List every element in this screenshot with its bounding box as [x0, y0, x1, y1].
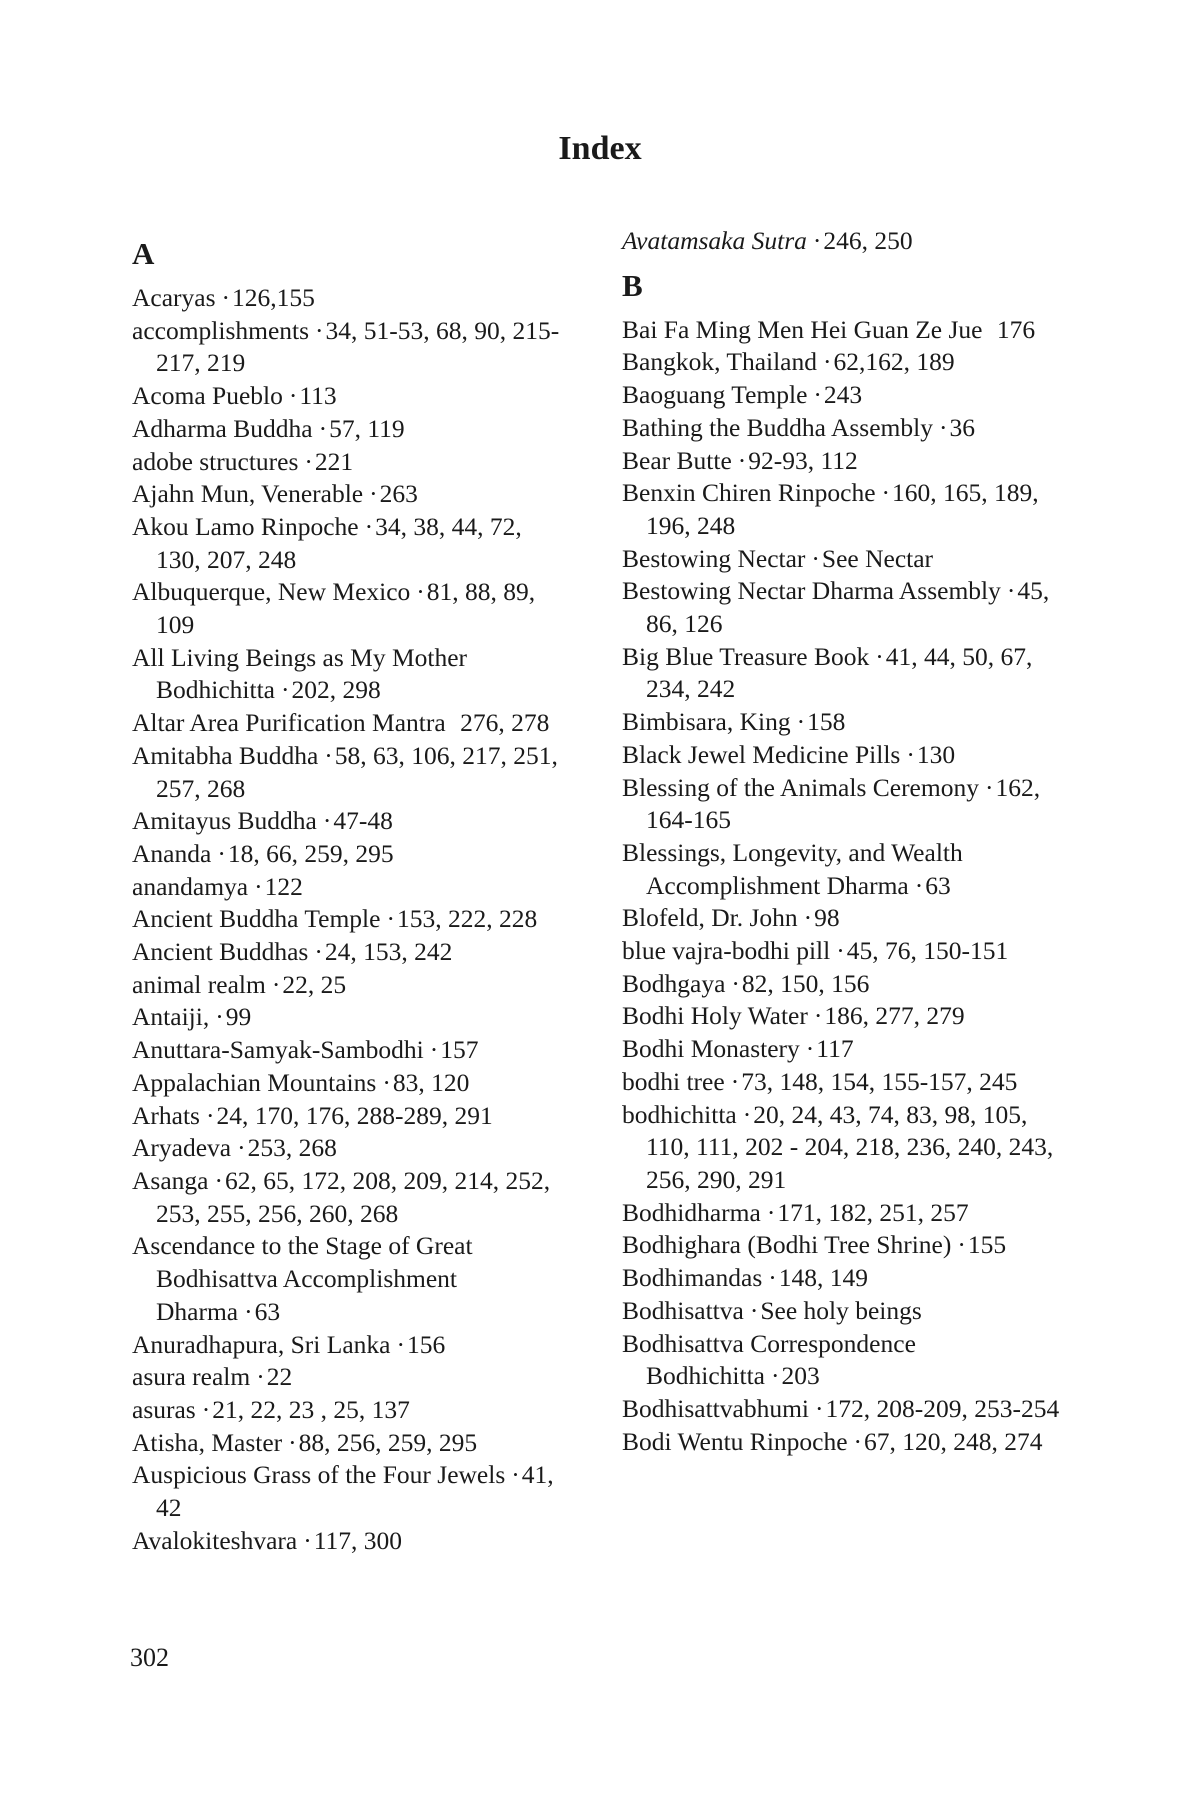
entry-pages: 253, 268 — [247, 1133, 337, 1163]
entry-pages: 41, 42 — [156, 1460, 554, 1523]
entry-term: Bathing the Buddha Assembly — [622, 412, 933, 442]
entry-term: Amitayus Buddha — [132, 806, 317, 836]
index-entry — [622, 1066, 1062, 1099]
entry-term: Bestowing Nectar Dharma Assembly — [622, 576, 1001, 606]
entry-separator: · — [396, 1329, 405, 1359]
entry-separator: · — [280, 675, 290, 705]
entry-term: Bangkok, Thailand — [622, 347, 817, 377]
index-entry — [132, 1067, 572, 1100]
entry-pages: 34, 51-53, 68, 90, 215-217, 219 — [156, 315, 560, 378]
entry-separator: · — [315, 315, 324, 345]
entry-separator: · — [318, 413, 328, 443]
entry-separator: · — [811, 543, 820, 573]
entry-pages: 62, 65, 172, 208, 209, 214, 252, 253, 255, 256, 260, 268 — [156, 1165, 551, 1228]
entry-separator: · — [215, 1002, 224, 1032]
index-entry — [622, 477, 1062, 542]
index-entry — [622, 1295, 1062, 1328]
entry-term: Anuttara-Samyak-Sambodhi — [132, 1035, 424, 1065]
entry-term: animal realm — [132, 969, 266, 999]
entry-term: Asanga — [132, 1165, 209, 1195]
entry-list-a — [132, 282, 572, 1557]
entry-term: Atisha, Master — [132, 1427, 283, 1457]
entry-separator: · — [803, 903, 813, 933]
index-entry — [132, 446, 572, 479]
entry-pages: 157 — [440, 1035, 479, 1065]
index-entry — [622, 1197, 1062, 1230]
entry-pages: 45, 76, 150-151 — [846, 936, 1009, 966]
entry-list-b — [622, 314, 1062, 1459]
entry-pages: 98 — [814, 903, 840, 933]
entry-term: Avatamsaka Sutra — [622, 226, 807, 255]
entry-term: Amitabha Buddha — [132, 740, 319, 770]
entry-term: Auspicious Grass of the Four Jewels — [132, 1460, 506, 1490]
entry-pages: 18, 66, 259, 295 — [227, 838, 394, 868]
entry-term: Bodhidharma — [622, 1197, 761, 1227]
entry-term: Akou Lamo Rinpoche — [132, 511, 359, 541]
entry-pages: 176 — [996, 314, 1036, 344]
entry-term: Benxin Chiren Rinpoche — [622, 478, 876, 508]
entry-pages: 62,162, 189 — [833, 347, 955, 377]
index-column-left — [132, 228, 572, 1557]
entry-term: Bodhgaya — [622, 968, 726, 998]
entry-term: Bear Butte — [622, 445, 732, 475]
index-entry — [132, 871, 572, 904]
entry-pages: 160, 165, 189, 196, 248 — [646, 478, 1039, 540]
entry-term: Blessing of the Animals Ceremony — [622, 772, 979, 802]
index-entry — [132, 380, 572, 413]
entry-term: Appalachian Mountains — [132, 1067, 377, 1097]
entry-separator — [988, 315, 994, 344]
entry-pages: 246, 250 — [823, 226, 913, 255]
entry-term: Ajahn Mun, Venerable — [132, 479, 364, 509]
entry-pages: 73, 148, 154, 155-157, 245 — [741, 1066, 1018, 1096]
entry-pages: 83, 120 — [392, 1067, 470, 1097]
entry-term: Ancient Buddha Temple — [132, 904, 381, 934]
entry-pages: 117, 300 — [313, 1525, 403, 1555]
entry-separator: · — [221, 283, 231, 312]
entry-separator — [452, 708, 458, 737]
index-entry — [132, 478, 572, 511]
index-entry — [132, 315, 572, 380]
entry-pages: 47-48 — [333, 806, 393, 836]
entry-pages: 21, 22, 23 , 25, 137 — [212, 1394, 410, 1424]
entry-separator: · — [288, 1427, 297, 1457]
index-entry — [132, 1165, 572, 1230]
index-entry — [622, 1393, 1062, 1426]
entry-term: Albuquerque, New Mexico — [132, 577, 411, 607]
entry-pages: 67, 120, 248, 274 — [864, 1426, 1043, 1456]
entry-pages: 82, 150, 156 — [741, 968, 870, 998]
entry-term: Bodhisattva Correspondence Bodhichitta — [622, 1328, 916, 1391]
index-entry — [622, 543, 1062, 576]
entry-pages: 186, 277, 279 — [824, 1001, 965, 1031]
entry-separator: · — [770, 1361, 780, 1391]
entry-term: Bodhimandas — [622, 1263, 763, 1293]
entry-pages: 148, 149 — [778, 1263, 868, 1293]
entry-term: adobe structures — [132, 446, 299, 476]
index-entry — [132, 805, 572, 838]
index-entry — [132, 1230, 572, 1328]
entry-term: Bai Fa Ming Men Hei Guan Ze Jue — [622, 314, 983, 344]
entry-separator: · — [205, 1100, 215, 1130]
entry-separator: · — [984, 772, 994, 802]
entry-pages: 263 — [379, 479, 418, 509]
index-entry — [132, 1427, 572, 1460]
entry-pages: 122 — [264, 871, 303, 901]
entry-term: Bodi Wentu Rinpoche — [622, 1426, 848, 1456]
entry-term: Altar Area Purification Mantra — [132, 708, 446, 738]
index-entry — [132, 576, 572, 641]
entry-separator: · — [805, 1034, 815, 1064]
entry-separator: · — [382, 1067, 391, 1097]
entry-separator: · — [796, 707, 806, 737]
index-entry — [132, 642, 572, 707]
entry-pages: 34, 38, 44, 72, 130, 207, 248 — [156, 511, 522, 574]
index-column-right — [622, 225, 1062, 1458]
entry-separator: · — [742, 1099, 752, 1129]
entry-pages: 113 — [299, 381, 337, 411]
index-entry — [132, 707, 572, 740]
entry-separator: · — [875, 641, 884, 671]
entry-pages: 45, 86, 126 — [646, 576, 1050, 639]
index-entry — [622, 346, 1062, 379]
entry-pages: 57, 119 — [329, 413, 405, 443]
entry-term: Anuradhapura, Sri Lanka — [132, 1329, 391, 1359]
index-entry — [622, 445, 1062, 478]
entry-separator: · — [815, 1393, 824, 1423]
entry-term: Adharma Buddha — [132, 413, 313, 443]
entry-pages: 58, 63, 106, 217, 251, 257, 268 — [156, 740, 558, 803]
entry-separator: · — [1006, 576, 1016, 606]
index-entry — [622, 1000, 1062, 1033]
entry-pages: 24, 170, 176, 288-289, 291 — [216, 1100, 493, 1130]
index-entry — [622, 314, 1062, 347]
entry-term: Acoma Pueblo — [132, 381, 283, 411]
entry-separator: · — [314, 937, 323, 967]
entry-separator: · — [853, 1426, 863, 1456]
entry-pages: 162, 164-165 — [646, 772, 1041, 835]
entry-separator: · — [304, 446, 313, 476]
entry-pages: 63 — [925, 870, 951, 900]
entry-pages: 20, 24, 43, 74, 83, 98, 105, 110, 111, 202 - 204, 218, 236, 240, 243, 256, 290, 291 — [646, 1099, 1054, 1194]
index-entry — [132, 511, 572, 576]
entry-pages: 171, 182, 251, 257 — [777, 1197, 969, 1227]
index-entry — [622, 1262, 1062, 1295]
index-entry — [132, 838, 572, 871]
entry-pages: 172, 208-209, 253-254 — [825, 1393, 1060, 1423]
entry-separator: · — [369, 479, 378, 509]
entry-separator: · — [322, 806, 332, 836]
index-entry — [622, 739, 1062, 772]
entry-term: bodhi tree — [622, 1066, 725, 1096]
entry-pages: 24, 153, 242 — [324, 937, 453, 967]
index-entry — [132, 936, 572, 969]
index-entry — [622, 1033, 1062, 1066]
index-entry — [132, 1132, 572, 1165]
entry-separator: · — [836, 936, 845, 966]
entry-term: asuras — [132, 1394, 196, 1424]
index-entry — [132, 1459, 572, 1524]
index-entry — [622, 1229, 1062, 1262]
entry-term: Antaiji, — [132, 1002, 210, 1032]
entry-term: blue vajra-bodhi pill — [622, 936, 831, 966]
entry-pages: 92-93, 112 — [748, 445, 858, 475]
index-entry — [132, 1525, 572, 1558]
index-entry — [132, 1329, 572, 1362]
index-entry — [132, 282, 572, 315]
entry-pages: 81, 88, 89, 109 — [156, 577, 536, 640]
entry-pages: See Nectar — [821, 543, 934, 573]
page-title: Index — [558, 130, 642, 167]
index-entry — [622, 379, 1062, 412]
entry-term: Bodhighara (Bodhi Tree Shrine) — [622, 1230, 952, 1260]
index-entry — [622, 772, 1062, 837]
entry-pages: 158 — [807, 707, 846, 737]
entry-separator: · — [244, 1296, 253, 1326]
entry-pages: 153, 222, 228 — [396, 904, 538, 934]
index-entry — [622, 837, 1062, 902]
entry-separator: · — [823, 347, 832, 377]
entry-term: All Living Beings as My Mother Bodhichitta — [132, 642, 468, 705]
entry-separator: · — [429, 1035, 439, 1065]
entry-pages: 88, 256, 259, 295 — [298, 1427, 478, 1457]
index-entry — [622, 968, 1062, 1001]
entry-pages: 276, 278 — [460, 708, 550, 738]
entry-separator: · — [214, 1165, 223, 1195]
entry-separator: · — [416, 577, 425, 607]
entry-separator: · — [914, 870, 924, 900]
entry-separator: · — [938, 412, 948, 442]
entry-pages: 243 — [823, 380, 863, 410]
index-entry — [132, 1394, 572, 1427]
index-entry — [622, 706, 1062, 739]
entry-pages: 117 — [816, 1034, 854, 1064]
index-entry — [132, 1034, 572, 1067]
entry-pages: 63 — [254, 1296, 281, 1326]
entry-pages: 130 — [916, 739, 956, 769]
index-entry — [622, 1099, 1062, 1197]
entry-term: Avalokiteshvara — [132, 1525, 298, 1555]
entry-separator: · — [812, 226, 822, 255]
index-entry — [622, 902, 1062, 935]
entry-term: Bestowing Nectar — [622, 543, 806, 573]
entry-pages: 156 — [406, 1329, 446, 1359]
entry-term: Bodhisattvabhumi — [622, 1393, 809, 1423]
index-entry — [622, 1426, 1062, 1459]
entry-separator: · — [768, 1263, 777, 1293]
entry-pages: 99 — [225, 1002, 252, 1032]
entry-pages: 203 — [781, 1361, 820, 1391]
entry-separator: · — [813, 380, 822, 410]
entry-separator: · — [731, 968, 740, 998]
entry-separator: · — [201, 1394, 211, 1424]
entry-term: Bimbisara, King — [622, 707, 791, 737]
index-entry — [622, 575, 1062, 640]
page-number: 302 — [130, 1643, 169, 1672]
entry-term: Blofeld, Dr. John — [622, 903, 798, 933]
entry-separator: · — [364, 511, 374, 541]
entry-term: Ascendance to the Stage of Great Bodhisattva Accomplishment Dharma — [132, 1231, 473, 1326]
section-letter-b: B — [622, 267, 643, 303]
entry-separator: · — [237, 1133, 246, 1163]
section-letter-a: A — [132, 236, 155, 271]
entry-term: Bodhi Holy Water — [622, 1001, 808, 1031]
entry-separator: · — [511, 1460, 520, 1490]
index-entry — [132, 903, 572, 936]
entry-separator: · — [737, 445, 747, 475]
index-entry — [622, 225, 1062, 258]
entry-separator: · — [217, 838, 226, 868]
entry-term: asura realm — [132, 1362, 251, 1392]
entry-term: Black Jewel Medicine Pills — [622, 739, 901, 769]
entry-separator: · — [324, 740, 333, 770]
entry-term: Ananda — [132, 838, 212, 868]
entry-term: Acaryas — [132, 283, 216, 312]
entry-separator: · — [386, 904, 395, 934]
entry-term: Bodhisattva — [622, 1295, 744, 1325]
entry-separator: · — [288, 381, 298, 411]
entry-pages: 126,155 — [232, 283, 315, 312]
entry-separator: · — [730, 1066, 740, 1096]
index-entry — [132, 1361, 572, 1394]
index-entry — [622, 1328, 1062, 1393]
entry-separator: · — [271, 969, 281, 999]
entry-term: Arhats — [132, 1100, 200, 1130]
index-entry — [132, 1100, 572, 1133]
index-entry — [622, 412, 1062, 445]
entry-separator: · — [749, 1295, 759, 1325]
entry-term: bodhichitta — [622, 1099, 737, 1129]
entry-pages: 22, 25 — [282, 969, 347, 999]
entry-separator: · — [766, 1197, 776, 1227]
entry-separator: · — [254, 871, 263, 901]
entry-separator: · — [957, 1230, 966, 1260]
entry-term: accomplishments — [132, 315, 310, 345]
entry-term: Ancient Buddhas — [132, 937, 309, 967]
entry-pages: 155 — [967, 1230, 1007, 1260]
entry-pages: 221 — [314, 446, 354, 476]
entry-pages: 22 — [266, 1362, 293, 1392]
entry-term: Bodhi Monastery — [622, 1034, 800, 1064]
entry-separator: · — [813, 1001, 823, 1031]
index-entry — [132, 969, 572, 1002]
entry-term: anandamya — [132, 871, 249, 901]
entry-pages: 202, 298 — [291, 675, 381, 705]
entry-term: Blessings, Longevity, and Wealth Accomplishment Dharma — [622, 837, 963, 900]
index-entry — [132, 1001, 572, 1034]
index-entry — [132, 413, 572, 446]
entry-separator: · — [881, 478, 891, 508]
entry-pages: 36 — [949, 412, 975, 442]
entry-term: Baoguang Temple — [622, 380, 808, 410]
index-entry — [622, 641, 1062, 706]
index-entry — [132, 740, 572, 805]
entry-separator: · — [906, 739, 915, 769]
entry-pages: 41, 44, 50, 67, 234, 242 — [646, 641, 1033, 704]
entry-term: Aryadeva — [132, 1133, 232, 1163]
entry-separator: · — [303, 1525, 312, 1555]
entry-term: Big Blue Treasure Book — [622, 641, 870, 671]
index-entry — [622, 935, 1062, 968]
entry-pages: See holy beings — [760, 1295, 922, 1325]
entry-separator: · — [256, 1362, 265, 1392]
